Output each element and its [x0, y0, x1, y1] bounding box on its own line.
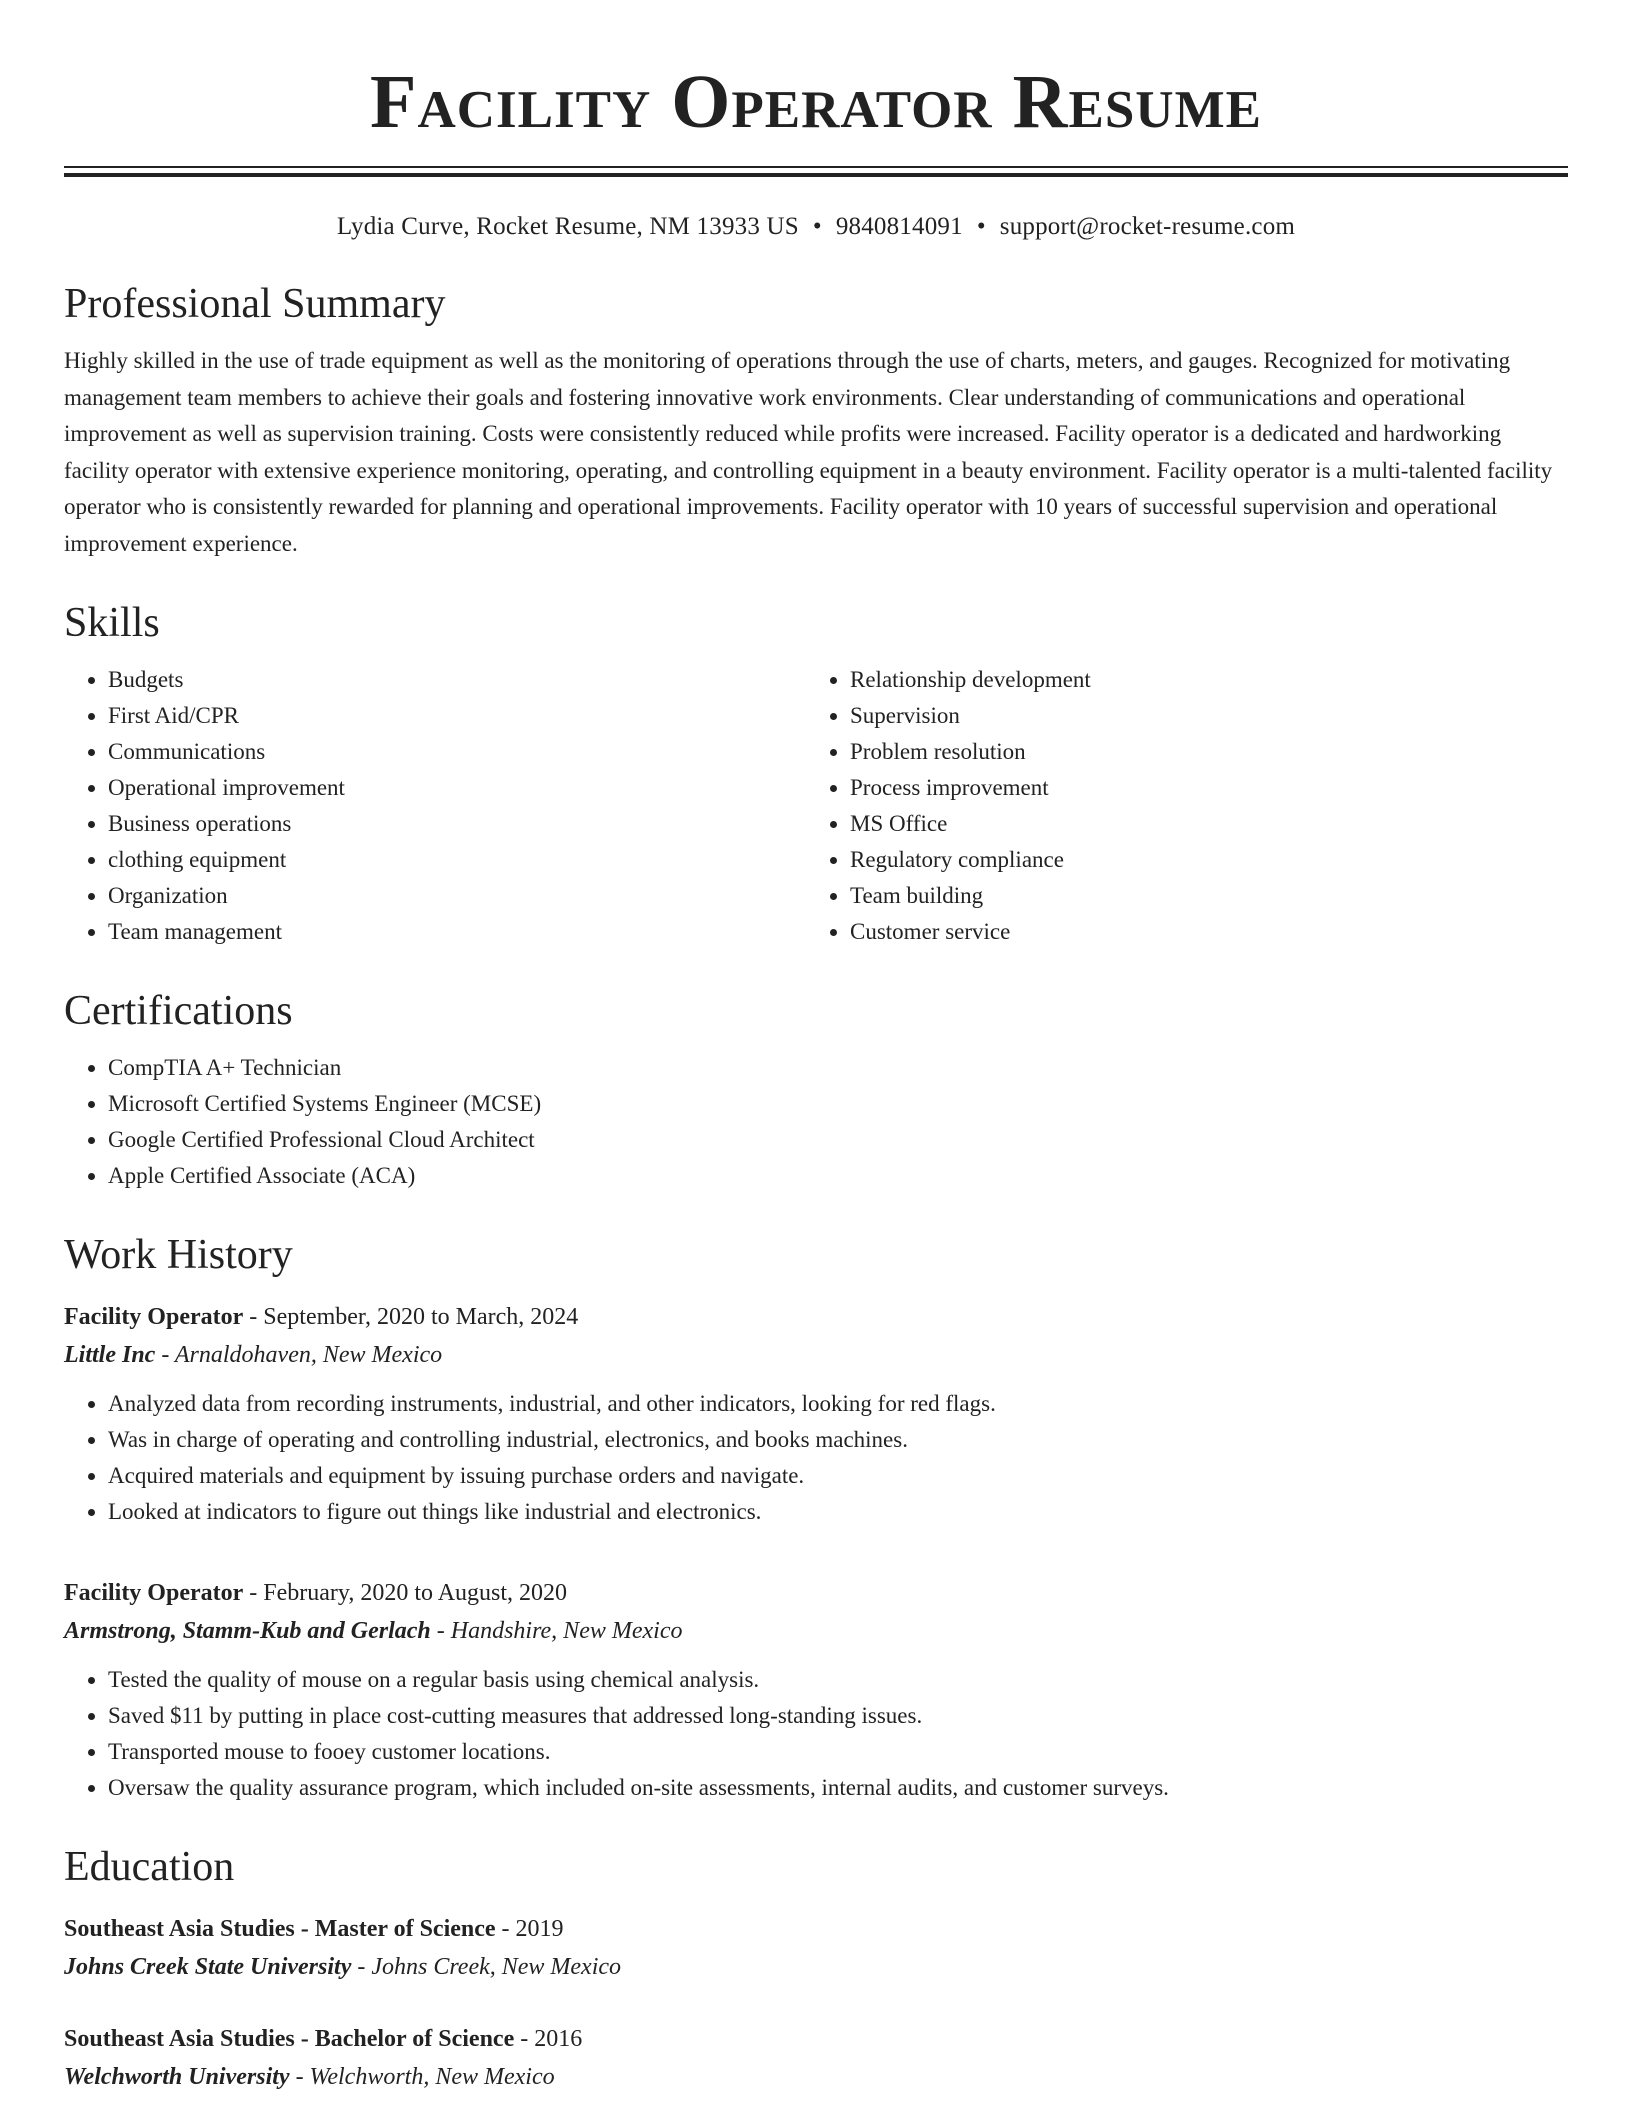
certification-item: • Microsoft Certified Systems Engineer (MCSE) — [108, 1086, 1568, 1122]
school-line — [64, 1948, 1568, 1986]
school-location: - Johns Creek, New Mexico — [351, 1954, 622, 1980]
contact-separator: • — [976, 213, 986, 240]
education-entry — [64, 2020, 1568, 2096]
certifications-list — [64, 1050, 1568, 1194]
job-duties-list — [64, 1662, 1568, 1806]
employer-location: - Handshire, New Mexico — [430, 1618, 683, 1644]
resume-title: Facility Operator Resume — [370, 60, 1262, 144]
skill-item: • clothing equipment — [108, 842, 806, 878]
skill-item: • Process improvement — [850, 770, 1548, 806]
job-entry — [64, 1298, 1568, 1530]
degree-year: - 2019 — [495, 1916, 564, 1942]
job-duty: • Transported mouse to fooey customer locations. — [108, 1734, 1568, 1770]
skills-heading: Skills — [64, 600, 160, 646]
degree-line — [64, 1910, 1568, 1948]
job-duty: • Saved $11 by putting in place cost-cutting measures that addressed long-standing issues. — [108, 1698, 1568, 1734]
employer-location: - Arnaldohaven, New Mexico — [155, 1342, 443, 1368]
contact-separator: • — [812, 213, 822, 240]
school-location: - Welchworth, New Mexico — [289, 2064, 555, 2090]
job-dates: - February, 2020 to August, 2020 — [243, 1580, 568, 1606]
job-duty: • Analyzed data from recording instruments, industrial, and other indicators, looking for red flags. — [108, 1386, 1568, 1422]
skill-item: • Team building — [850, 878, 1548, 914]
job-duties-list — [64, 1386, 1568, 1530]
degree-line — [64, 2020, 1568, 2058]
school-name: Johns Creek State University — [64, 1954, 352, 1980]
skill-item: • Regulatory compliance — [850, 842, 1548, 878]
contact-address: Lydia Curve, Rocket Resume, NM 13933 US — [336, 213, 799, 240]
skill-item: • Supervision — [850, 698, 1548, 734]
certifications-heading: Certifications — [64, 988, 293, 1034]
job-title: Facility Operator — [64, 1580, 244, 1606]
skills-list-left — [64, 662, 806, 950]
skill-item: • MS Office — [850, 806, 1548, 842]
skill-item: • First Aid/CPR — [108, 698, 806, 734]
title-divider-thick — [64, 173, 1568, 177]
skill-item: • Customer service — [850, 914, 1548, 950]
degree: Southeast Asia Studies - Master of Science — [64, 1916, 496, 1942]
job-title-line — [64, 1298, 1568, 1336]
skill-item: • Business operations — [108, 806, 806, 842]
job-duty: • Tested the quality of mouse on a regular basis using chemical analysis. — [108, 1662, 1568, 1698]
skill-item: • Relationship development — [850, 662, 1548, 698]
employer-name: Armstrong, Stamm-Kub and Gerlach — [64, 1618, 431, 1644]
education-entry — [64, 1910, 1568, 1986]
school-name: Welchworth University — [64, 2064, 290, 2090]
job-entry — [64, 1574, 1568, 1806]
job-title-line — [64, 1574, 1568, 1612]
skill-item: • Operational improvement — [108, 770, 806, 806]
skills-grid — [64, 662, 1568, 950]
contact-phone[interactable]: 9840814091 — [835, 213, 963, 240]
skills-list-right — [806, 662, 1548, 950]
job-duty: • Oversaw the quality assurance program, which included on-site assessments, internal audits, and customer surveys. — [108, 1770, 1568, 1806]
school-line — [64, 2058, 1568, 2096]
degree: Southeast Asia Studies - Bachelor of Science — [64, 2026, 515, 2052]
contact-email[interactable]: support@rocket-resume.com — [999, 213, 1296, 240]
job-duty: • Was in charge of operating and controlling industrial, electronics, and books machines. — [108, 1422, 1568, 1458]
job-title: Facility Operator — [64, 1304, 244, 1330]
skill-item: • Team management — [108, 914, 806, 950]
job-duty: • Looked at indicators to figure out things like industrial and electronics. — [108, 1494, 1568, 1530]
work-history-heading: Work History — [64, 1232, 293, 1278]
job-dates: - September, 2020 to March, 2024 — [243, 1304, 579, 1330]
skill-item: • Organization — [108, 878, 806, 914]
skill-item: • Problem resolution — [850, 734, 1548, 770]
certification-item: • Google Certified Professional Cloud Architect — [108, 1122, 1568, 1158]
summary-heading: Professional Summary — [64, 281, 446, 327]
employer-name: Little Inc — [64, 1342, 156, 1368]
certification-item: • Apple Certified Associate (ACA) — [108, 1158, 1568, 1194]
job-duty: • Acquired materials and equipment by issuing purchase orders and navigate. — [108, 1458, 1568, 1494]
education-heading: Education — [64, 1844, 235, 1890]
skill-item: • Communications — [108, 734, 806, 770]
employer-line — [64, 1336, 1568, 1374]
certification-item: • CompTIA A+ Technician — [108, 1050, 1568, 1086]
skill-item: • Budgets — [108, 662, 806, 698]
contact-line — [64, 211, 1568, 243]
degree-year: - 2016 — [514, 2026, 583, 2052]
summary-text: Highly skilled in the use of trade equipment as well as the monitoring of operations through the use of charts, meters, and gauges. Recognized for motivating management team members to achieve their goals and fostering innovative work environments. Clear understanding of communications and operational improvement as well as supervision training. Costs were consistently reduced while profits were increased. Facility operator is a dedicated and hardworking facility operator with extensive experience monitoring, operating, and controlling equipment in a beauty environment. Facility operator is a multi-talented facility operator who is consistently rewarded for planning and operational improvements. Facility operator with 10 years of successful supervision and operational improvement experience. — [64, 348, 1553, 556]
employer-line — [64, 1612, 1568, 1650]
